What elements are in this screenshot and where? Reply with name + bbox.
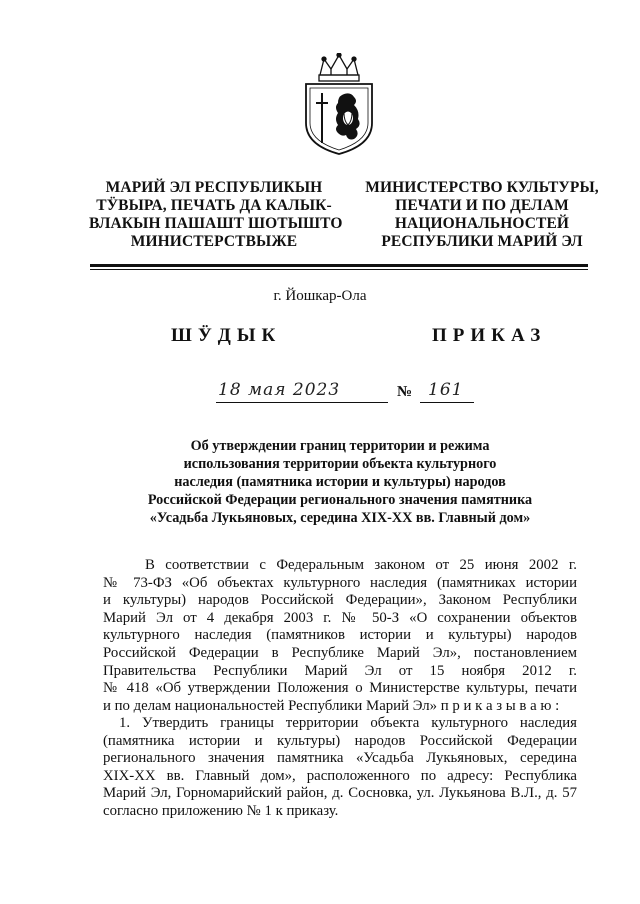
header-right-line: МИНИСТЕРСТВО КУЛЬТУРЫ, xyxy=(365,179,599,196)
number-underline xyxy=(420,402,474,403)
number-handwritten: 161 xyxy=(428,380,464,400)
city-name: г. Йошкар-Ола xyxy=(273,288,367,304)
body-line: № 73-ФЗ «Об объектах культурного наследия (памятниках истории xyxy=(103,574,577,591)
body-line: (памятника истории и культуры) народов Российской Федерации xyxy=(103,732,577,749)
title-line: использования территории объекта культурного xyxy=(183,456,497,472)
body-line: согласно приложению № 1 к приказу. xyxy=(103,802,339,819)
body-line: XIX-XX вв. Главный дом», расположенного по адресу: Республика xyxy=(103,767,577,784)
header-divider-thin xyxy=(90,269,588,270)
header-left-line: МИНИСТЕРСТВЫЖЕ xyxy=(130,233,298,250)
body-line: Российской Федерации в Республике Марий Эл», постановлением xyxy=(103,644,577,661)
header-right-line: НАЦИОНАЛЬНОСТЕЙ xyxy=(394,215,570,232)
header-left-line: ТӰВЫРА, ПЕЧАТЬ ДА КАЛЫК- xyxy=(96,197,332,214)
body-line: 1. Утвердить границы территории объекта культурного наследия xyxy=(119,715,577,731)
coat-of-arms-emblem xyxy=(298,53,380,156)
body-line: и культуры) народов Российской Федерации», Законом Республики xyxy=(103,592,577,609)
header-left-line: ВЛАКЫН ПАШАШТ ШОТЫШТО xyxy=(89,215,343,232)
body-line: и по делам национальностей Республики Марий Эл» п р и к а з ы в а ю : xyxy=(103,697,560,714)
title-line: Российской Федерации регионального значения памятника xyxy=(147,492,533,508)
body-line: № 418 «Об утверждении Положения о Министерстве культуры, печати xyxy=(103,680,577,697)
order-title xyxy=(90,437,590,527)
item-1-paragraph xyxy=(103,715,577,821)
doc-type-mari: ШӰДЫК xyxy=(171,325,282,346)
body-line: В соответствии с Федеральным законом от 25 июня 2002 г. xyxy=(145,557,577,573)
preamble-paragraph xyxy=(103,557,577,715)
number-sign: № xyxy=(397,384,413,400)
body-line: культурного наследия (памятников истории и культуры) народов xyxy=(103,627,577,644)
ministry-name-mari xyxy=(89,179,343,251)
header-divider-thick xyxy=(90,264,588,267)
doc-type-russian: ПРИКАЗ xyxy=(432,325,547,346)
ministry-name-russian xyxy=(357,179,607,251)
header-right-line: РЕСПУБЛИКИ МАРИЙ ЭЛ xyxy=(381,233,583,250)
title-line: наследия (памятника истории и культуры) народов xyxy=(174,474,506,490)
header-right-line: ПЕЧАТИ И ПО ДЕЛАМ xyxy=(395,197,569,214)
date-handwritten: 18 мая 2023 xyxy=(218,380,341,400)
body-line: Правительства Республики Марий Эл от 15 ноября 2012 г. xyxy=(103,662,577,679)
body-line: регионального значения памятника «Усадьба Лукьяновых, середина xyxy=(103,750,577,767)
title-line: «Усадьба Лукьяновых, середина XIX-XX вв. Главный дом» xyxy=(149,510,531,526)
body-line: Марий Эл от 4 декабря 2003 г. № 50-З «О сохранении объектов xyxy=(103,609,577,626)
title-line: Об утверждении границ территории и режима xyxy=(190,438,490,454)
header-left-line: МАРИЙ ЭЛ РЕСПУБЛИКЫН xyxy=(105,179,323,196)
body-line: Марий Эл, Горномарийский район, д. Сосновка, ул. Лукьянова В.Л., д. 57 xyxy=(103,785,577,802)
date-underline xyxy=(216,402,388,403)
